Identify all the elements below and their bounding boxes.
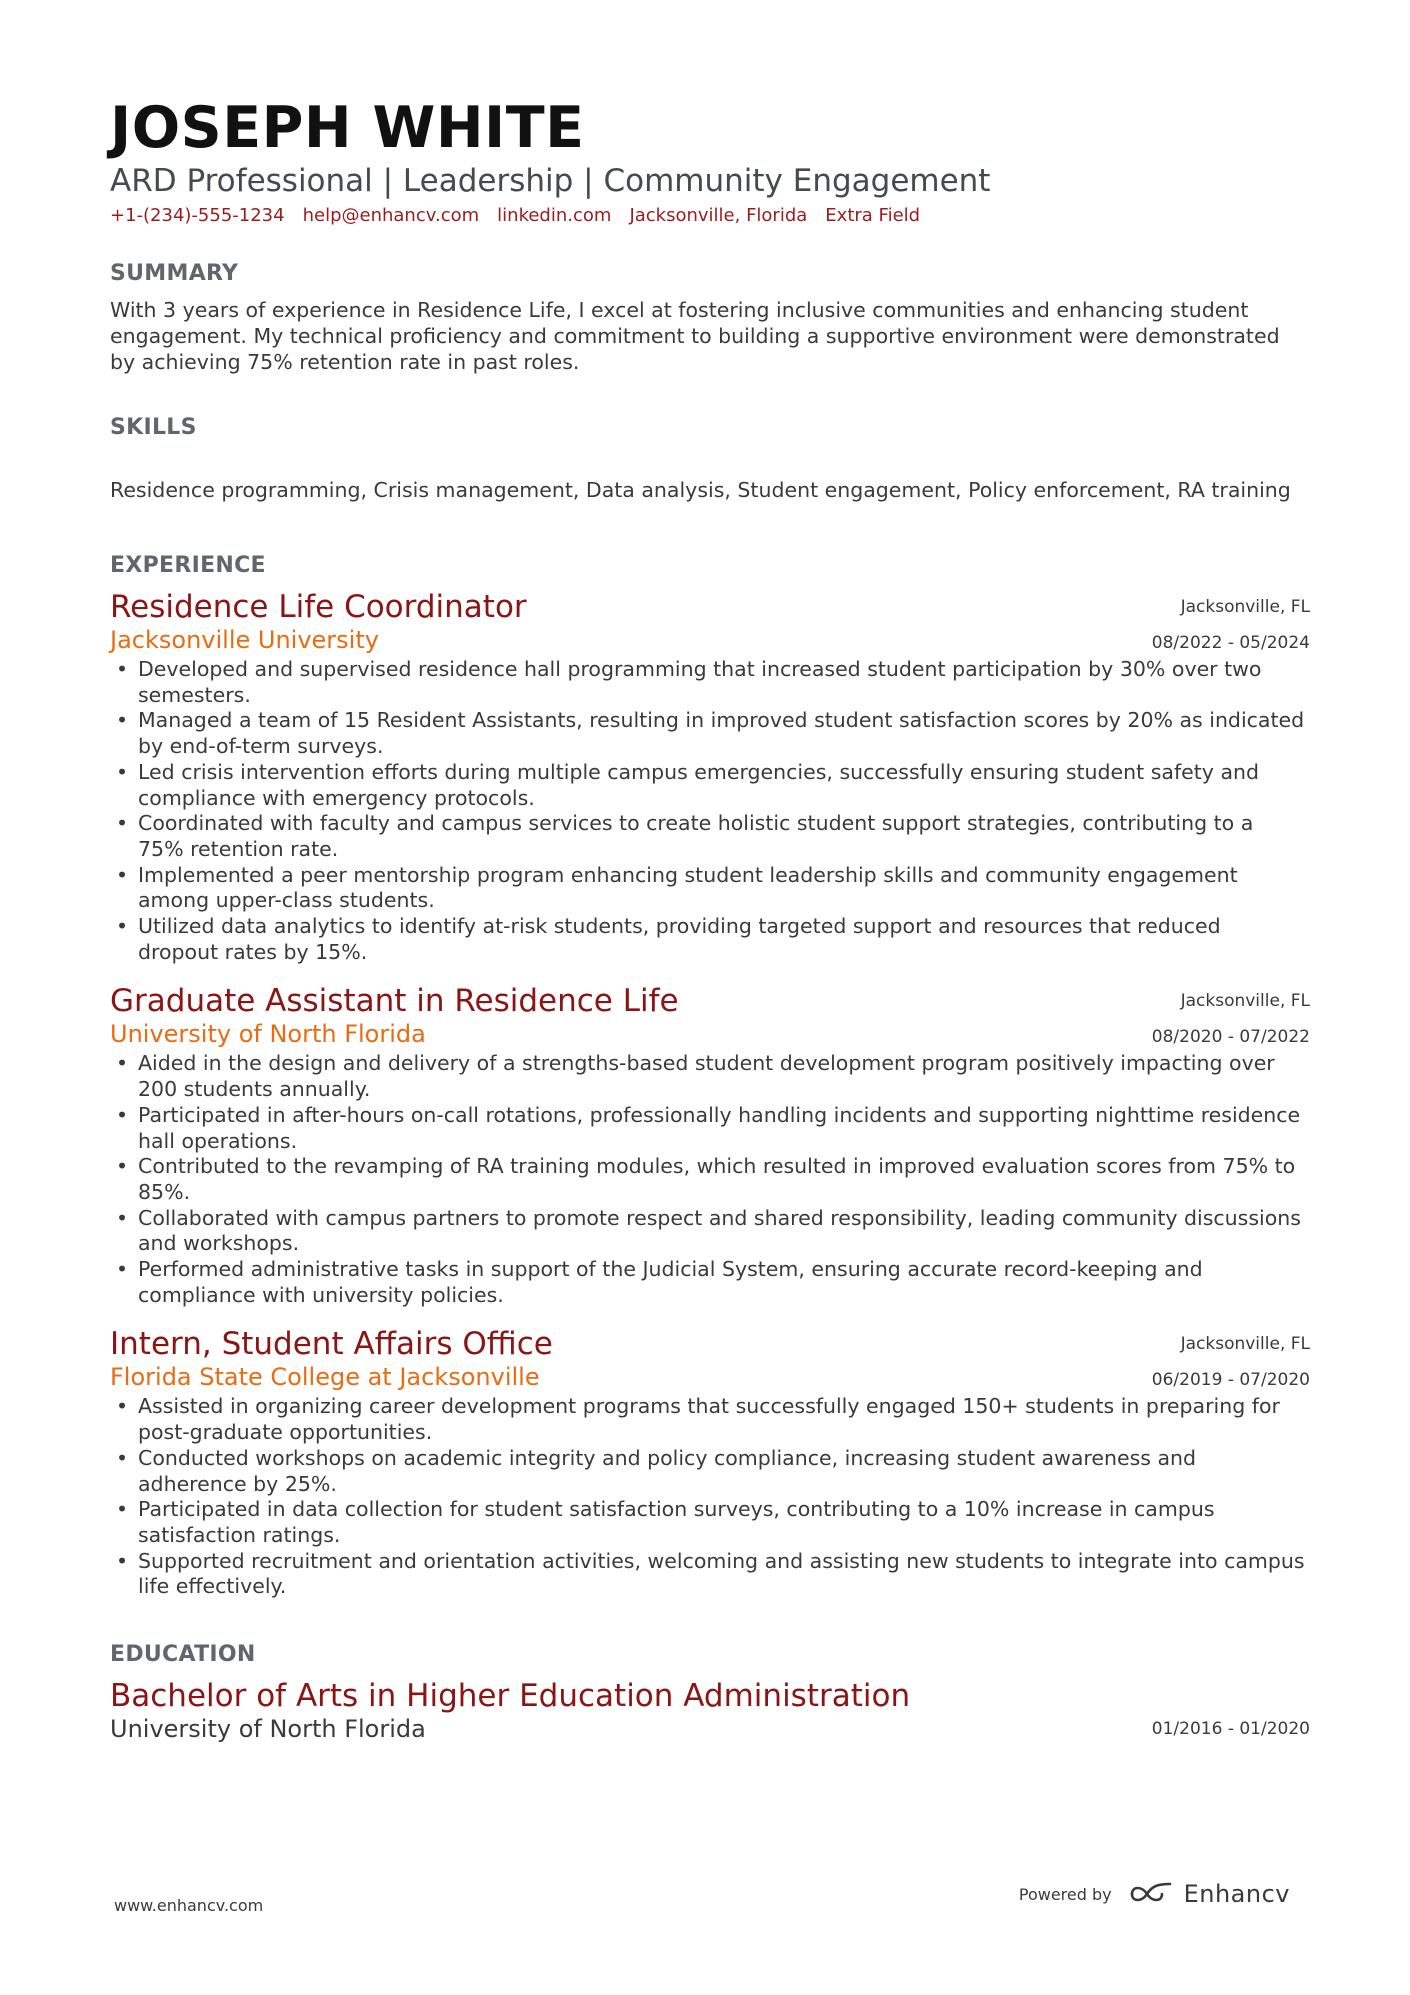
education-dates: 01/2016 - 01/2020	[1151, 1719, 1310, 1740]
experience-entry	[110, 983, 1310, 1308]
candidate-headline: ARD Professional | Leadership | Community Engagement	[110, 163, 991, 199]
summary-heading: SUMMARY	[110, 261, 239, 286]
job-dates: 08/2020 - 07/2022	[1151, 1027, 1310, 1048]
bullet-dot-icon: •	[116, 1102, 129, 1127]
job-title: Graduate Assistant in Residence Life	[110, 983, 679, 1020]
bullet-dot-icon: •	[116, 708, 129, 733]
bullet-dot-icon: •	[116, 914, 129, 939]
bullet-dot-icon: •	[116, 1548, 129, 1573]
job-bullet-text: Developed and supervised residence hall programming that increased student participation by 30% over two semesters.	[138, 657, 1262, 707]
job-bullet-list	[110, 1051, 1310, 1308]
degree-title: Bachelor of Arts in Higher Education Administration	[110, 1678, 911, 1715]
contact-location: Jacksonville, Florida	[629, 205, 808, 226]
job-title: Intern, Student Affairs Office	[110, 1326, 553, 1363]
job-bullet	[110, 914, 1305, 965]
job-bullet	[110, 1446, 1305, 1497]
bullet-dot-icon: •	[116, 1445, 129, 1470]
education-section	[110, 1640, 1310, 1744]
powered-by-label: Powered by	[1018, 1884, 1112, 1904]
footer-website[interactable]: www.enhancv.com	[114, 1896, 264, 1915]
job-bullet	[110, 708, 1305, 759]
contact-phone[interactable]: +1-(234)-555-1234	[110, 205, 285, 226]
job-bullet	[110, 863, 1305, 914]
job-bullet-text: Performed administrative tasks in support of the Judicial System, ensuring accurate record-keeping and compliance with university policies.	[138, 1257, 1203, 1307]
job-bullet-list	[110, 657, 1310, 965]
bullet-dot-icon: •	[116, 1497, 129, 1522]
footer-branding	[1019, 1880, 1290, 1908]
job-location: Jacksonville, FL	[1180, 597, 1310, 617]
education-school: University of North Florida	[110, 1715, 426, 1744]
job-meta	[1152, 589, 1310, 661]
bullet-dot-icon: •	[116, 862, 129, 887]
bullet-dot-icon: •	[116, 759, 129, 784]
job-bullet-text: Coordinated with faculty and campus services to create holistic student support strategies, contributing to a 75% retention rate.	[138, 811, 1254, 861]
job-bullet	[110, 760, 1305, 811]
resume-page	[110, 95, 1310, 1744]
job-bullet-text: Aided in the design and delivery of a strengths-based student development program positively impacting over 200 students annually.	[138, 1051, 1275, 1102]
job-bullet	[110, 1257, 1305, 1308]
job-bullet-text: Participated in after-hours on-call rotations, professionally handling incidents and supporting nighttime residence hall operations.	[138, 1102, 1301, 1153]
job-meta	[1152, 983, 1310, 1055]
job-bullet-text: Participated in data collection for student satisfaction surveys, contributing to a 10% increase in campus satisfaction ratings.	[138, 1497, 1215, 1547]
summary-section	[110, 259, 1310, 375]
job-meta	[1152, 1326, 1310, 1398]
enhancv-brand-name: Enhancv	[1183, 1880, 1290, 1908]
job-bullet-text: Implemented a peer mentorship program enhancing student leadership skills and community engagement among upper-class students.	[138, 862, 1238, 913]
enhancv-logo-icon	[1128, 1881, 1174, 1907]
bullet-dot-icon: •	[116, 1205, 129, 1230]
job-location: Jacksonville, FL	[1180, 991, 1310, 1012]
job-bullet	[110, 811, 1305, 862]
contact-list	[110, 203, 1310, 229]
enhancv-logo[interactable]	[1128, 1880, 1290, 1908]
skills-section	[110, 413, 1310, 503]
resume-header	[110, 95, 1310, 229]
experience-section	[110, 551, 1310, 1600]
experience-entry	[110, 1326, 1310, 1600]
job-bullet	[110, 1051, 1305, 1102]
job-dates: 08/2022 - 05/2024	[1151, 633, 1310, 653]
job-bullet	[110, 1497, 1305, 1548]
skills-heading: SKILLS	[110, 415, 197, 440]
skills-text: Residence programming, Crisis management, Data analysis, Student engagement, Policy enforcement, RA training	[110, 478, 1291, 502]
job-bullet	[110, 1103, 1305, 1154]
bullet-dot-icon: •	[116, 1154, 129, 1179]
contact-extra-field: Extra Field	[825, 205, 921, 226]
job-bullet	[110, 1394, 1305, 1445]
contact-email[interactable]: help@enhancv.com	[302, 205, 480, 226]
job-bullet-text: Contributed to the revamping of RA training modules, which resulted in improved evaluation scores from 75% to 85%.	[138, 1154, 1296, 1204]
job-bullet-text: Supported recruitment and orientation activities, welcoming and assisting new students to integrate into campus life effectively.	[138, 1548, 1305, 1599]
job-company: Jacksonville University	[110, 626, 379, 654]
education-heading: EDUCATION	[110, 1642, 256, 1668]
bullet-dot-icon: •	[116, 811, 129, 836]
experience-entry	[110, 589, 1310, 965]
job-bullet-text: Collaborated with campus partners to promote respect and shared responsibility, leading community discussions and workshops.	[138, 1205, 1301, 1256]
contact-linkedin[interactable]: linkedin.com	[497, 205, 612, 226]
education-meta	[1152, 1714, 1310, 1744]
job-bullet	[110, 657, 1305, 708]
job-bullet	[110, 1206, 1305, 1257]
job-bullet-text: Led crisis intervention efforts during multiple campus emergencies, successfully ensuring student safety and compliance with emergency protocols.	[138, 759, 1260, 810]
job-bullet-text: Assisted in organizing career development programs that successfully engaged 150+ students in preparing for post-graduate opportunities.	[138, 1394, 1280, 1445]
job-bullet-text: Managed a team of 15 Resident Assistants, resulting in improved student satisfaction scores by 20% as indicated by end-of-term surveys.	[138, 708, 1305, 759]
job-bullet-list	[110, 1394, 1310, 1600]
job-bullet	[110, 1549, 1305, 1600]
bullet-dot-icon: •	[116, 1257, 129, 1282]
bullet-dot-icon: •	[116, 1394, 129, 1419]
candidate-name: JOSEPH WHITE	[110, 95, 585, 161]
job-company: Florida State College at Jacksonville	[110, 1363, 540, 1392]
education-entry	[110, 1678, 1310, 1744]
job-title: Residence Life Coordinator	[110, 589, 527, 625]
job-dates: 06/2019 - 07/2020	[1151, 1370, 1310, 1391]
job-bullet-text: Utilized data analytics to identify at-risk students, providing targeted support and resources that reduced dropout rates by 15%.	[138, 914, 1221, 964]
job-bullet	[110, 1154, 1305, 1205]
bullet-dot-icon: •	[116, 1051, 129, 1076]
bullet-dot-icon: •	[116, 657, 129, 681]
job-company: University of North Florida	[110, 1020, 426, 1049]
job-bullet-text: Conducted workshops on academic integrity and policy compliance, increasing student awareness and adherence by 25%.	[138, 1445, 1197, 1496]
experience-heading: EXPERIENCE	[110, 553, 266, 578]
job-location: Jacksonville, FL	[1180, 1334, 1310, 1355]
summary-text: With 3 years of experience in Residence Life, I excel at fostering inclusive communities and enhancing student engagement. My technical proficiency and commitment to building a supportive environment were demonstrated by achieving 75% retention rate in past roles.	[110, 298, 1280, 374]
